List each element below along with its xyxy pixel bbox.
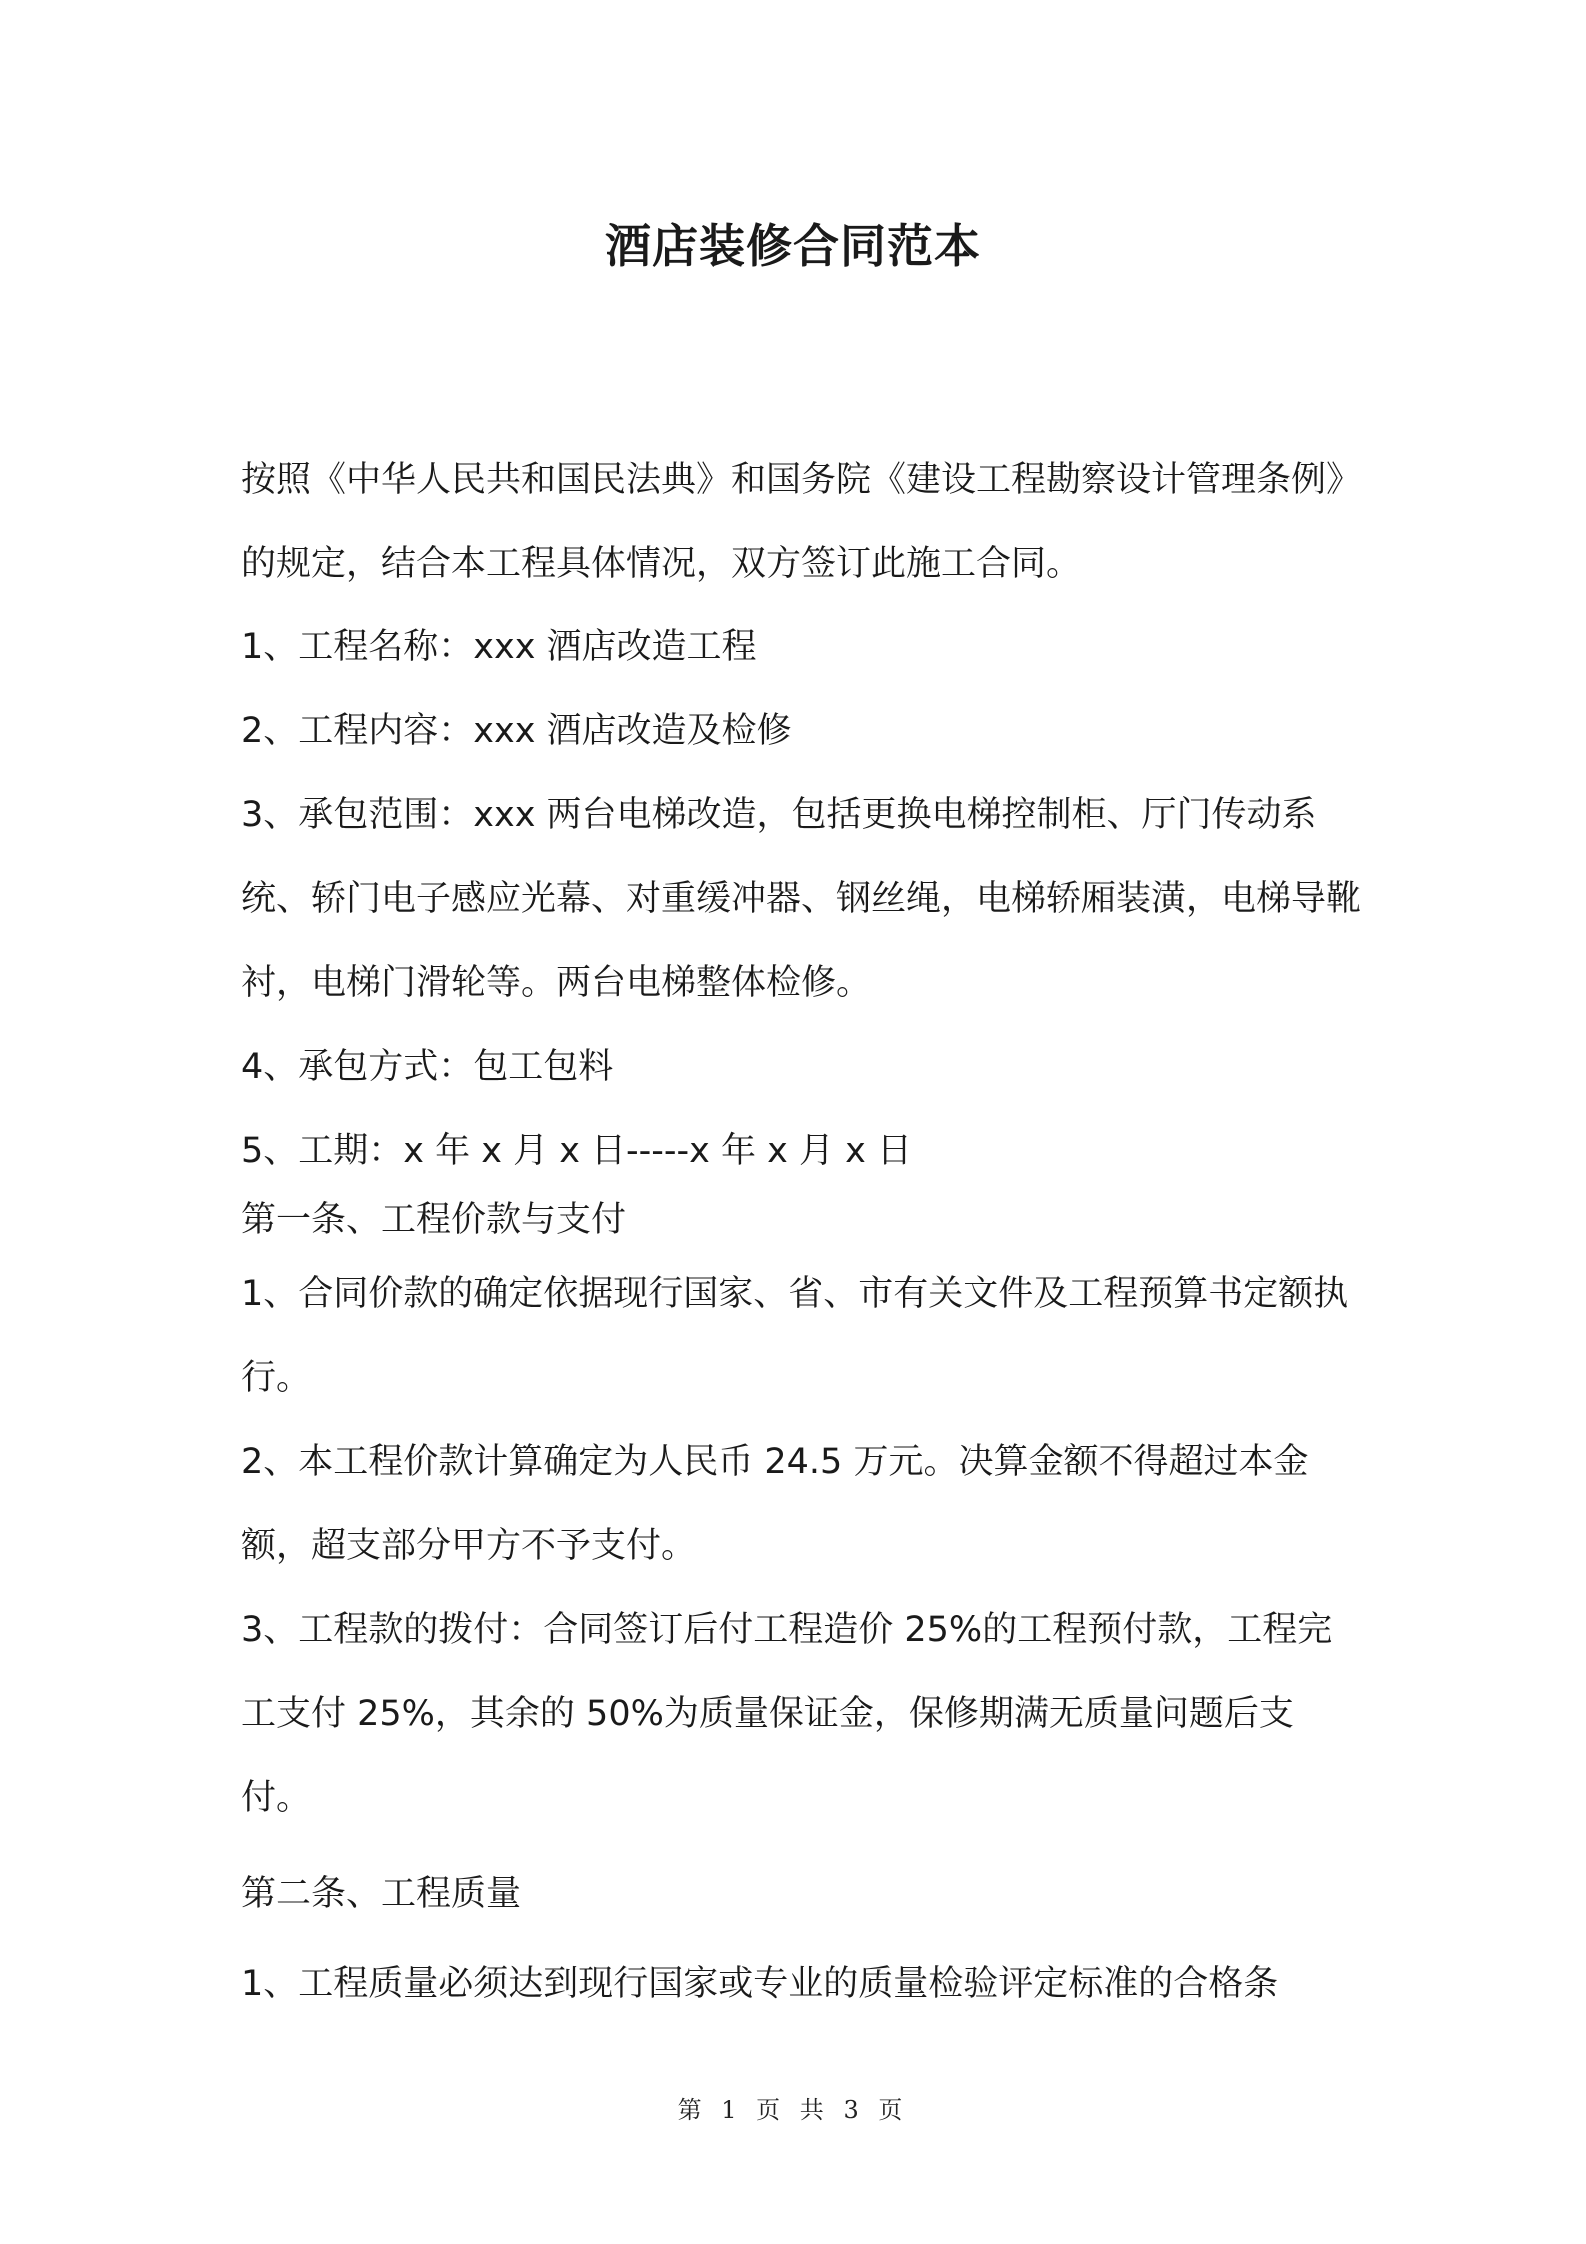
article2-heading: 第二条、工程质量 [241,1874,522,1914]
item-duration: 5、工期：x 年 x 月 x 日-----x 年 x 月 x 日 [241,1131,912,1171]
article1-clause-2: 2、本工程价款计算确定为人民币 24.5 万元。决算金额不得超过本金额，超支部分甲方不予支付。 [241,1442,1309,1566]
article2-section [241,1862,1361,1926]
article2-clause-1: 1、工程质量必须达到现行国家或专业的质量检验评定标准的合格条 [241,1964,1279,2004]
intro-text: 按照《中华人民共和国民法典》和国务院《建设工程勘察设计管理条例》的规定，结合本工程具体情况，双方签订此施工合同。 [241,460,1362,584]
article1-clauses [241,1252,1361,1840]
article1-heading: 第一条、工程价款与支付 [241,1200,627,1240]
project-items-list [241,605,1361,1193]
item-contract-scope: 3、承包范围：xxx 两台电梯改造，包括更换电梯控制柜、厅门传动系统、轿门电子感应光幕、对重缓冲器、钢丝绳，电梯轿厢装潢，电梯导靴衬，电梯门滑轮等。两台电梯整体检修。 [241,795,1362,1003]
article1-section [241,1188,1361,1252]
item-contract-method: 4、承包方式：包工包料 [241,1047,614,1087]
article2-clauses [241,1942,1361,2026]
article1-clause-3: 3、工程款的拨付：合同签订后付工程造价 25%的工程预付款，工程完工支付 25%，其余的 50%为质量保证金，保修期满无质量问题后支付。 [241,1610,1333,1818]
document-title: 酒店装修合同范本 [605,219,981,273]
intro-paragraph [241,438,1361,606]
page-footer: 第 1 页 共 3 页 [677,2096,909,2124]
item-project-content: 2、工程内容：xxx 酒店改造及检修 [241,711,792,751]
item-project-name: 1、工程名称：xxx 酒店改造工程 [241,627,757,667]
article1-clause-1: 1、合同价款的确定依据现行国家、省、市有关文件及工程预算书定额执行。 [241,1274,1349,1398]
